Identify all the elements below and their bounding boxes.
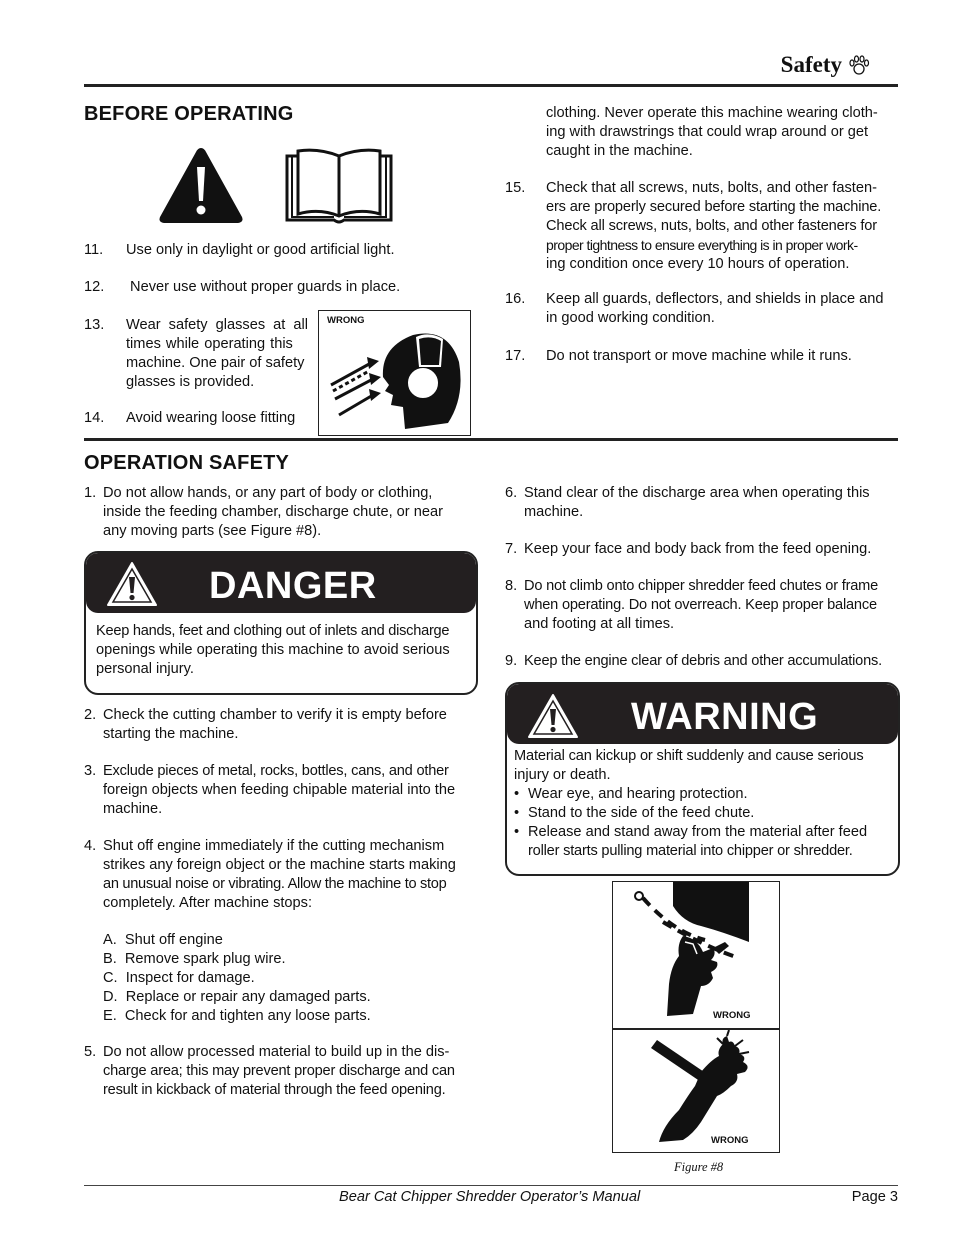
warning-triangle-icon [157, 145, 245, 225]
hand-in-chute-wrong-icon [613, 882, 779, 1028]
danger-box [84, 551, 478, 695]
wrong-label: WRONG [327, 315, 365, 326]
shutdown-substeps: A. Shut off engine B. Remove spark plug wire. C. Inspect for damage. D. Replace or repair any damaged parts. E. Check for and tighten any loose parts. [103, 932, 371, 1024]
head-no-glasses-icon [323, 327, 467, 433]
operation-safety-heading: OPERATION SAFETY [84, 452, 290, 474]
figure-8 [612, 881, 780, 1153]
manual-book-icon [284, 148, 394, 224]
section-title: Safety [780, 52, 842, 77]
warning-bullet-2: • Stand to the side of the feed chute. [514, 805, 755, 821]
warning-bullet-3: • Release and stand away from the material after feed roller starts pulling material into chipper or shredder. [514, 824, 868, 859]
footer-manual-title: Bear Cat Chipper Shredder Operator’s Manual [339, 1189, 641, 1205]
header-rule [84, 84, 898, 87]
figure-caption: Figure #8 [674, 1160, 724, 1174]
danger-word: DANGER [209, 565, 377, 607]
before-operating-heading: BEFORE OPERATING [84, 103, 294, 125]
before-item-14-continued: clothing. Never operate this machine wearing cloth- ing with drawstrings that could wrap around or get caught in the machine. [546, 105, 878, 159]
warning-triangle-icon [527, 693, 579, 739]
warning-word: WARNING [631, 696, 819, 738]
hand-kickback-wrong-icon [613, 1030, 779, 1150]
footer-rule [84, 1185, 898, 1186]
section-rule [84, 438, 898, 441]
figure-wrong-label-2: WRONG [711, 1135, 749, 1146]
bear-paw-icon [848, 54, 870, 76]
page-header [781, 52, 870, 78]
figure-wrong-label-1: WRONG [713, 1010, 751, 1021]
warning-bullet-1: • Wear eye, and hearing protection. [514, 786, 748, 802]
warning-box [505, 682, 900, 876]
danger-triangle-icon [106, 561, 158, 607]
footer-page-number: Page 3 [851, 1189, 898, 1205]
warning-message: Material can kickup or shift suddenly and cause serious injury or death. • Wear eye, and hearing protection. • Stand to the side of the feed chute. • Release and stand away from the material after feed roller starts pulling material into chipper or shredder. [514, 747, 892, 861]
safety-glasses-wrong-figure [318, 310, 471, 436]
danger-message: Keep hands, feet and clothing out of inlets and discharge openings while operating this machine to avoid serious personal injury. [96, 623, 450, 677]
